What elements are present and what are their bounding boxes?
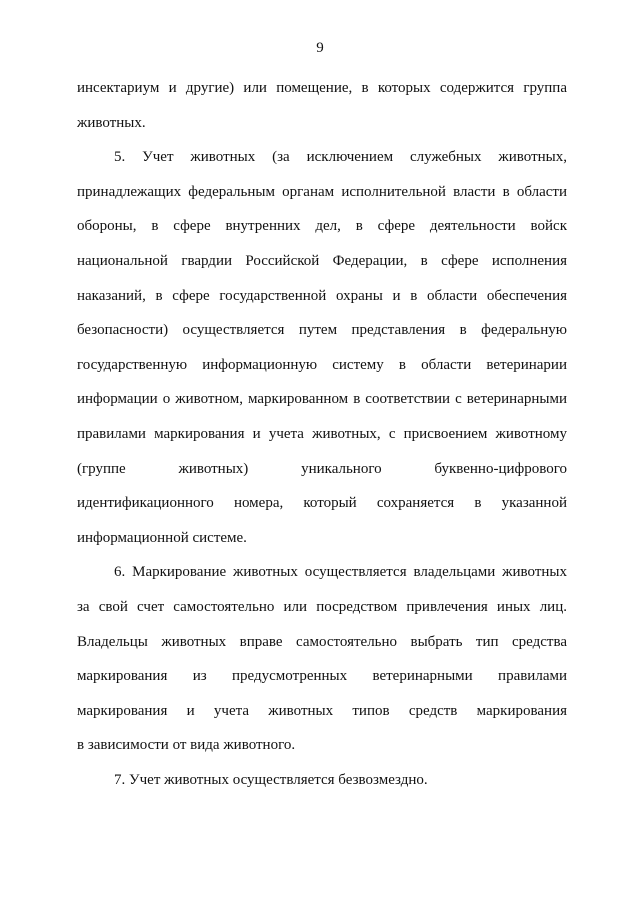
text-line: 6. Маркирование животных осуществляется владельцами животных xyxy=(114,564,567,581)
text-line: безопасности) осуществляется путем представления в федеральную xyxy=(77,322,567,339)
text-line: принадлежащих федеральным органам исполнительной власти в области xyxy=(77,183,567,200)
text-line: маркирования и учета животных типов средств маркирования xyxy=(77,702,567,719)
document-body xyxy=(77,71,567,797)
text-line: национальной гвардии Российской Федерации, в сфере исполнения xyxy=(77,252,567,269)
paragraph-7-free-of-charge xyxy=(77,763,567,798)
text-line: в зависимости от вида животного. xyxy=(77,737,296,754)
text-line: правилами маркирования и учета животных, с присвоением животному xyxy=(77,425,567,442)
text-line: 5. Учет животных (за исключением служебных животных, xyxy=(114,149,567,166)
page-number: 9 xyxy=(316,40,324,56)
text-line: животных. xyxy=(77,114,146,131)
text-line: Владельцы животных вправе самостоятельно выбрать тип средства xyxy=(77,633,567,650)
text-line: информационной системе. xyxy=(77,529,247,546)
text-line: информации о животном, маркированном в соответствии с ветеринарными xyxy=(77,391,567,408)
text-line: наказаний, в сфере государственной охраны и в области обеспечения xyxy=(77,287,567,304)
text-line: обороны, в сфере внутренних дел, в сфере деятельности войск xyxy=(77,218,567,235)
text-line: инсектариум и другие) или помещение, в которых содержится группа xyxy=(77,80,567,96)
paragraph-5-animal-accounting xyxy=(77,140,567,555)
text-line: (группе животных) уникального буквенно-цифрового xyxy=(77,460,567,477)
text-line: 7. Учет животных осуществляется безвозмездно. xyxy=(114,771,428,788)
paragraph-continuation xyxy=(77,71,567,140)
text-line: государственную информационную систему в области ветеринарии xyxy=(77,356,567,373)
text-line: идентификационного номера, который сохраняется в указанной xyxy=(77,495,567,512)
text-line: за свой счет самостоятельно или посредством привлечения иных лиц. xyxy=(77,598,567,615)
text-line: маркирования из предусмотренных ветеринарными правилами xyxy=(77,668,567,685)
paragraph-6-animal-marking xyxy=(77,555,567,763)
